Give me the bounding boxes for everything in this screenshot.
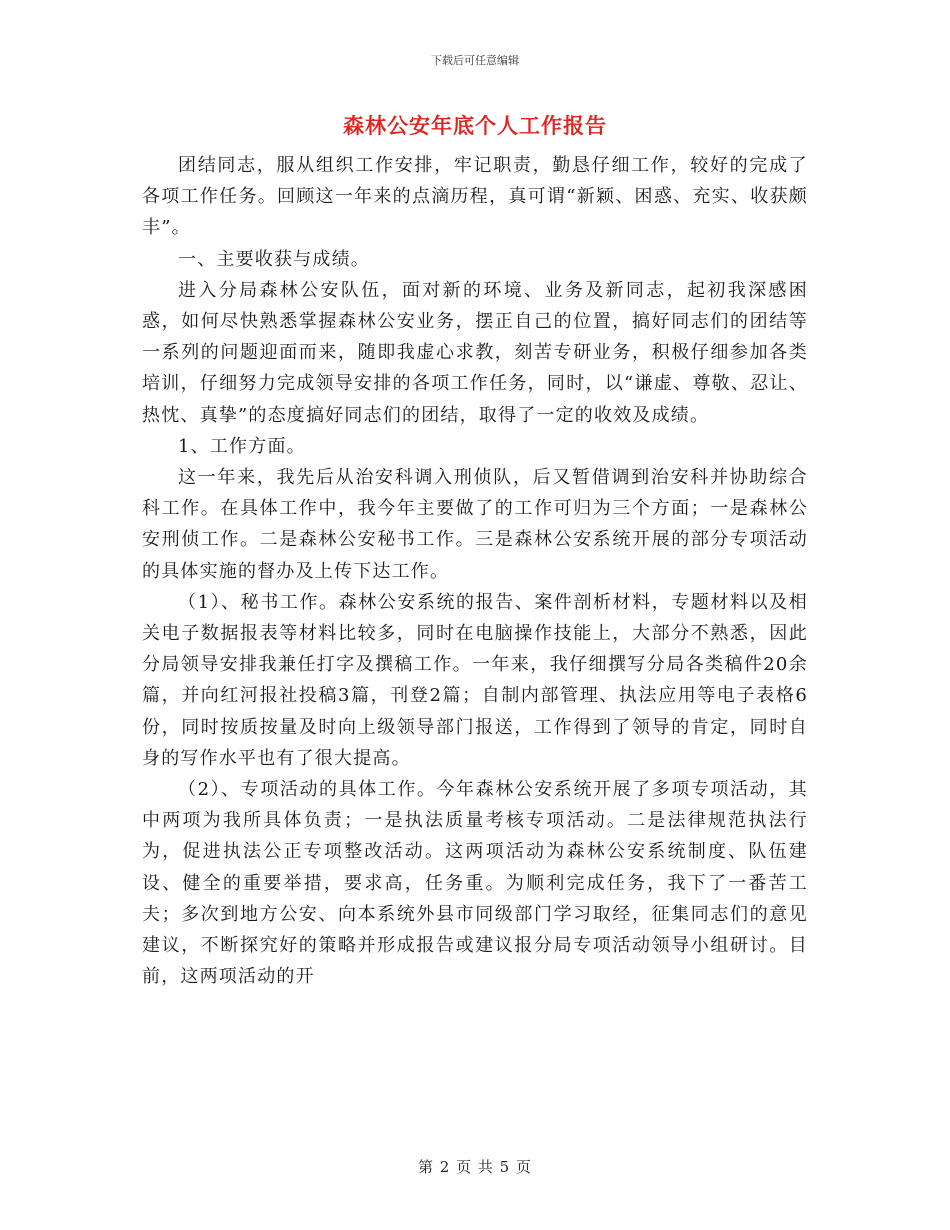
page-number-footer: 第 2 页 共 5 页 [418,1158,532,1176]
document-body [142,150,808,992]
paragraph-work-overview: 这一年来，我先后从治安科调入刑侦队，后又暂借调到治安科并协助综合科工作。在具体工作中，我今年主要做了的工作可归为三个方面；一是森林公安刑侦工作。二是森林公安秘书工作。三是森林公安系统开展的部分专项活动的具体实施的督办及上传下达工作。 [142,467,808,582]
paragraph-special-activities: （2）、专项活动的具体工作。今年森林公安系统开展了多项专项活动，其中两项为我所具体负责；一是执法质量考核专项活动。二是法律规范执法行为，促进执法公正专项整改活动。这两项活动为森林公安系统制度、队伍建设、健全的重要举措，要求高，任务重。为顺利完成任务，我下了一番苦工夫；多次到地方公安、向本系统外县市同级部门学习取经，征集同志们的意见建议，不断探究好的策略并形成报告或建议报分局专项活动领导小组研讨。目前，这两项活动的开 [142,779,808,988]
paragraph-intro: 团结同志，服从组织工作安排，牢记职责，勤恳仔细工作，较好的完成了各项工作任务。回顾这一年来的点滴历程，真可谓“新颖、困惑、充实、收获颇丰”。 [142,155,808,239]
page-header-note: 下载后可任意编辑 [431,54,519,67]
paragraph-joining-team: 进入分局森林公安队伍，面对新的环境、业务及新同志，起初我深感困惑，如何尽快熟悉掌握森林公安业务，摆正自己的位置，搞好同志们的团结等一系列的问题迎面而来，随即我虚心求教，刻苦专研业务，积极仔细参加各类培训，仔细努力完成领导安排的各项工作任务，同时，以“谦虚、尊敬、忍让、热忱、真挚”的态度搞好同志们的团结，取得了一定的收效及成绩。 [142,279,808,426]
document-title: 森林公安年底个人工作报告 [343,113,607,138]
section-heading-main-achievements: 一、主要收获与成绩。 [178,248,370,270]
subsection-heading-work: 1、工作方面。 [178,435,306,457]
paragraph-secretary-work: （1）、秘书工作。森林公安系统的报告、案件剖析材料，专题材料以及相关电子数据报表等材料比较多，同时在电脑操作技能上，大部分不熟悉，因此分局领导安排我兼任打字及撰稿工作。一年来，我仔细撰写分局各类稿件20余篇，并向红河报社投稿3篇，刊登2篇；自制内部管理、执法应用等电子表格6份，同时按质按量及时向上级领导部门报送，工作得到了领导的肯定，同时自身的写作水平也有了很大提高。 [142,591,808,769]
